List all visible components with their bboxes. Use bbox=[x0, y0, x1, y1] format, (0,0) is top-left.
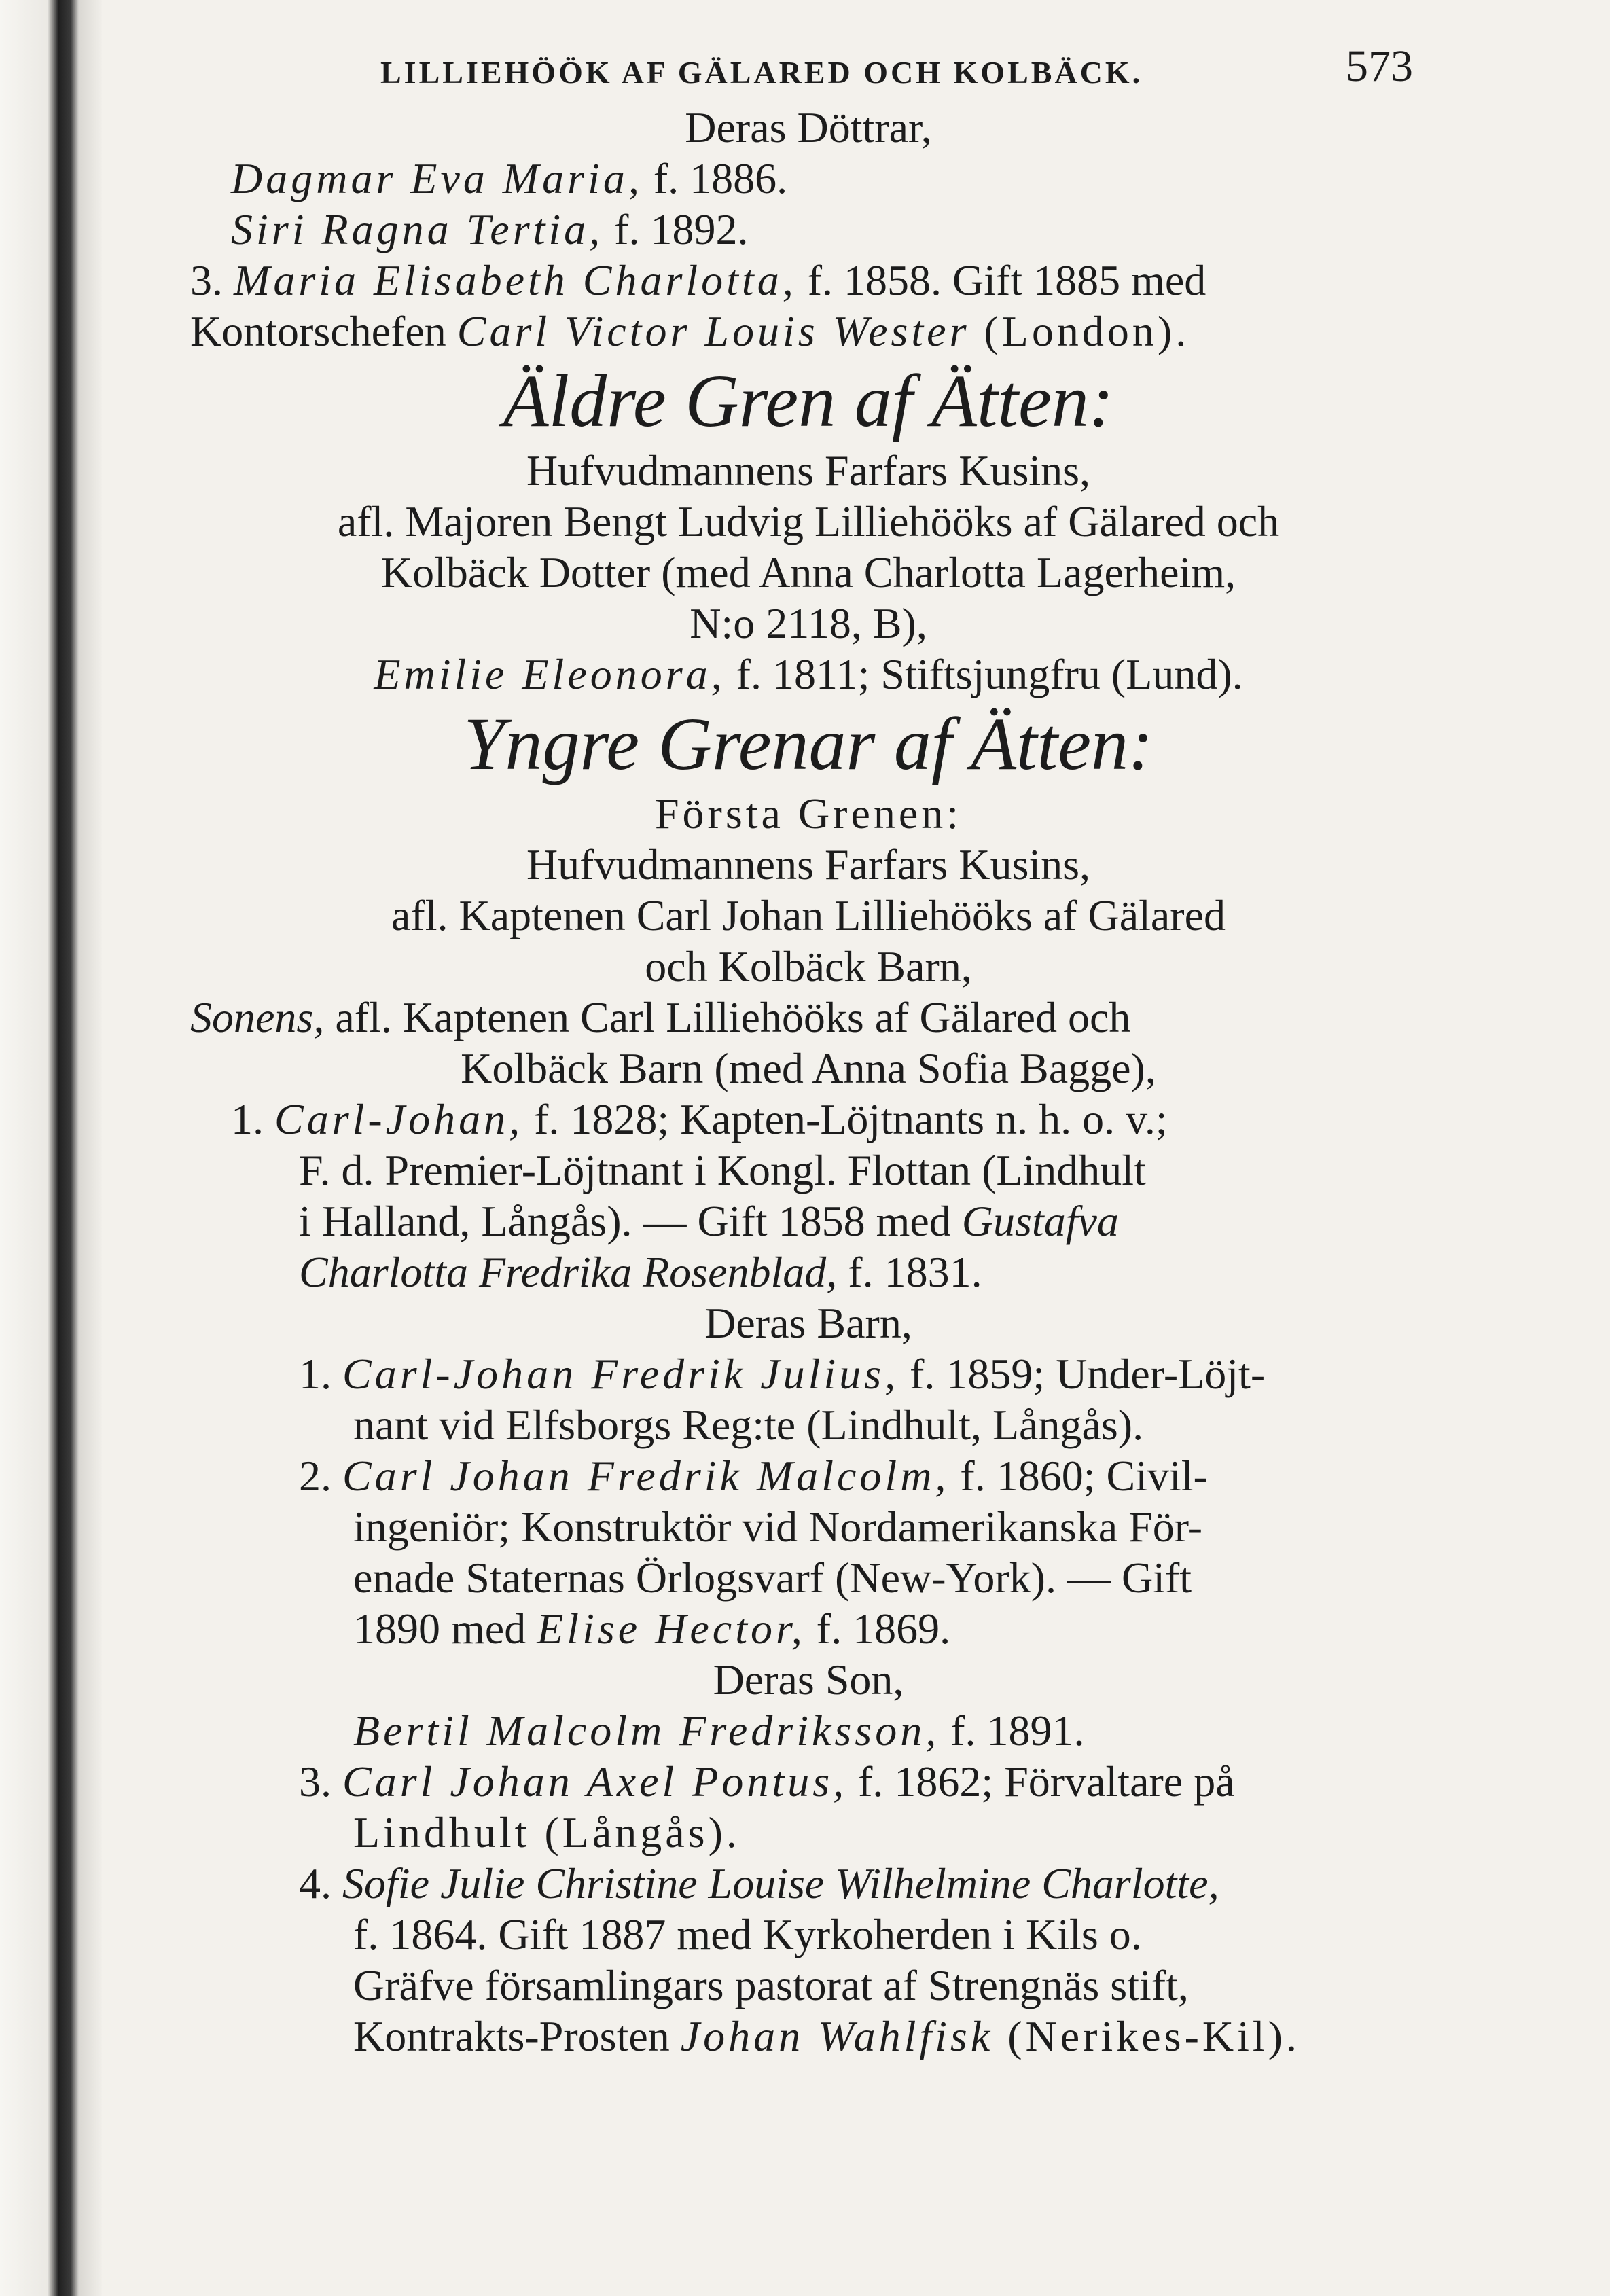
list-number: 2. bbox=[299, 1452, 342, 1500]
text-line bbox=[190, 1705, 1427, 1756]
text-span: afl. Majoren Bengt Ludvig Lilliehööks af Gälared och bbox=[337, 497, 1280, 545]
text-span: f. 1811; Stiftsjungfru (Lund). bbox=[725, 650, 1243, 698]
text-line bbox=[190, 1552, 1427, 1603]
text-line bbox=[190, 255, 1427, 306]
section-heading: Yngre Grenar af Ätten: bbox=[463, 702, 1153, 785]
text-line bbox=[190, 649, 1427, 700]
text-line bbox=[190, 1603, 1427, 1654]
text-span: Kontorschefen bbox=[190, 307, 457, 355]
text-line bbox=[190, 547, 1427, 598]
page-header bbox=[190, 27, 1427, 102]
text-line bbox=[190, 1450, 1427, 1501]
text-span: (Nerikes-Kil). bbox=[993, 2012, 1300, 2060]
person-name: Carl Victor Louis Wester bbox=[457, 307, 970, 355]
book-binding-edge bbox=[0, 0, 102, 2296]
heading-text: Deras Son, bbox=[713, 1655, 904, 1704]
text-span: F. d. Premier-Löjtnant i Kongl. Flottan (Lindhult bbox=[299, 1146, 1146, 1194]
text-line bbox=[190, 1094, 1427, 1145]
text-span: Kolbäck Dotter (med Anna Charlotta Lagerheim, bbox=[380, 548, 1236, 596]
person-name: Dagmar Eva Maria, bbox=[231, 154, 643, 202]
text-line bbox=[190, 1399, 1427, 1450]
text-line bbox=[190, 1043, 1427, 1094]
text-span: ingeniör; Konstruktör vid Nordamerikanska För- bbox=[353, 1503, 1203, 1551]
heading-text: Deras Barn, bbox=[704, 1299, 912, 1347]
text-line bbox=[190, 153, 1427, 204]
text-line bbox=[190, 1858, 1427, 1909]
list-number: 3. bbox=[299, 1757, 342, 1806]
text-line bbox=[190, 941, 1427, 992]
text-span: N:o 2118, B), bbox=[690, 599, 927, 647]
text-line bbox=[190, 1909, 1427, 1960]
text-span: f. 1886. bbox=[642, 154, 788, 202]
running-title: LILLIEHÖÖK AF GÄLARED OCH KOLBÄCK. bbox=[380, 55, 1143, 90]
person-name: Sofie Julie Christine Louise Wilhelmine Charlotte, bbox=[342, 1859, 1219, 1907]
text-span: Kolbäck Barn (med Anna Sofia Bagge), bbox=[461, 1044, 1156, 1092]
text-span: f. 1828; Kapten-Löjtnants n. h. o. v.; bbox=[523, 1095, 1168, 1143]
text-span: Sonens, bbox=[190, 993, 325, 1041]
text-span: f. 1858. Gift 1885 med bbox=[796, 256, 1206, 304]
text-span: Lindhult (Långås). bbox=[353, 1808, 740, 1856]
subsection-heading: Första Grenen: bbox=[654, 789, 963, 838]
text-span: nant vid Elfsborgs Reg:te (Lindhult, Långås). bbox=[353, 1401, 1144, 1449]
text-span: f. 1864. Gift 1887 med Kyrkoherden i Kils o. bbox=[353, 1910, 1142, 1958]
text-line bbox=[190, 992, 1427, 1043]
text-span: (London). bbox=[969, 307, 1190, 355]
text-span: Hufvudmannens Farfars Kusins, bbox=[526, 446, 1091, 495]
text-span: f. 1862; Förvaltare på bbox=[847, 1757, 1235, 1806]
text-line bbox=[190, 1246, 1427, 1297]
text-span: Gräfve församlingars pastorat af Strengnäs stift, bbox=[353, 1961, 1189, 2009]
text-line bbox=[190, 1654, 1427, 1705]
person-name: Carl Johan Axel Pontus, bbox=[342, 1757, 848, 1806]
text-line bbox=[190, 445, 1427, 496]
text-line bbox=[190, 2011, 1427, 2062]
text-line bbox=[190, 1501, 1427, 1552]
text-line bbox=[190, 1196, 1427, 1246]
person-name: Carl-Johan, bbox=[274, 1095, 524, 1143]
text-span: f. 1859; Under-Löjt- bbox=[899, 1350, 1266, 1398]
text-span: 1890 med bbox=[353, 1604, 537, 1653]
text-span: f. 1892. bbox=[603, 205, 749, 253]
text-line bbox=[190, 890, 1427, 941]
person-name: Gustafva bbox=[961, 1197, 1119, 1245]
person-name: Maria Elisabeth Charlotta, bbox=[234, 256, 797, 304]
text-span: Kontrakts-Prosten bbox=[353, 2012, 681, 2060]
person-name: Bertil Malcolm Fredriksson, bbox=[353, 1706, 940, 1755]
person-name: Carl-Johan Fredrik Julius, bbox=[342, 1350, 899, 1398]
list-number: 3. bbox=[190, 256, 234, 304]
heading-text: Deras Döttrar, bbox=[685, 103, 932, 151]
person-name: Siri Ragna Tertia, bbox=[231, 205, 604, 253]
text-line bbox=[190, 306, 1427, 357]
text-line bbox=[190, 1807, 1427, 1858]
person-name: Charlotta Fredrika Rosenblad, bbox=[299, 1248, 838, 1296]
list-number: 4. bbox=[299, 1859, 342, 1907]
list-number: 1. bbox=[231, 1095, 274, 1143]
text-span: i Halland, Långås). — Gift 1858 med bbox=[299, 1197, 962, 1245]
text-span: Hufvudmannens Farfars Kusins, bbox=[526, 840, 1091, 889]
text-span: afl. Kaptenen Carl Lilliehööks af Gälared och bbox=[324, 993, 1131, 1041]
text-line bbox=[190, 788, 1427, 839]
text-line bbox=[190, 1960, 1427, 2011]
text-line bbox=[190, 496, 1427, 547]
text-span: f. 1831. bbox=[837, 1248, 982, 1296]
text-span: f. 1860; Civil- bbox=[949, 1452, 1208, 1500]
text-line bbox=[190, 1756, 1427, 1807]
document-page bbox=[190, 27, 1427, 2201]
person-name: Elise Hector, bbox=[537, 1604, 806, 1653]
text-line bbox=[190, 598, 1427, 649]
section-heading: Äldre Gren af Ätten: bbox=[503, 359, 1114, 442]
text-span: och Kolbäck Barn, bbox=[645, 942, 972, 990]
text-span: f. 1891. bbox=[940, 1706, 1085, 1755]
person-name: Emilie Eleonora, bbox=[374, 650, 726, 698]
person-name: Carl Johan Fredrik Malcolm, bbox=[342, 1452, 950, 1500]
list-number: 1. bbox=[299, 1350, 342, 1398]
page-number: 573 bbox=[1346, 41, 1413, 91]
text-span: enade Staternas Örlogsvarf (New-York). — Gift bbox=[353, 1554, 1192, 1602]
text-line bbox=[190, 102, 1427, 153]
text-line bbox=[190, 839, 1427, 890]
text-line bbox=[190, 1297, 1427, 1348]
text-line bbox=[190, 204, 1427, 255]
text-line bbox=[190, 1348, 1427, 1399]
text-span: afl. Kaptenen Carl Johan Lilliehööks af Gälared bbox=[391, 891, 1226, 939]
text-span: f. 1869. bbox=[805, 1604, 951, 1653]
text-line bbox=[190, 1145, 1427, 1196]
person-name: Johan Wahlfisk bbox=[680, 2012, 994, 2060]
